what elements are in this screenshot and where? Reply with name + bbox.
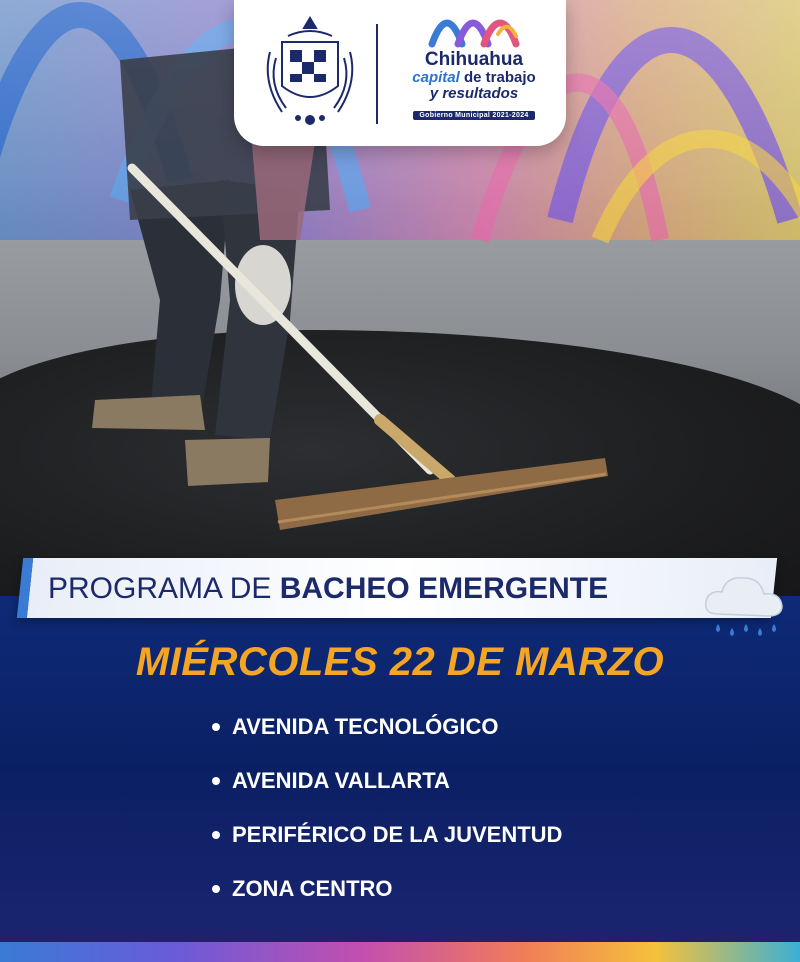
footer-rainbow-strip: [0, 942, 800, 962]
list-item: [208, 870, 728, 924]
bullet-icon: [212, 831, 220, 839]
brand-wave-icon: [428, 14, 520, 48]
list-item: [208, 762, 728, 816]
list-item: [208, 708, 728, 762]
brand-block: [394, 14, 554, 134]
municipal-seal-icon: [262, 12, 358, 130]
bullet-icon: [212, 885, 220, 893]
boot-right: [185, 438, 270, 486]
brand-tagline: [394, 70, 554, 86]
brand-tagline-accent: capital: [412, 69, 460, 86]
brand-name: Chihuahua: [424, 49, 524, 70]
street-name: AVENIDA TECNOLÓGICO: [232, 714, 499, 739]
street-name: ZONA CENTRO: [232, 876, 393, 901]
rake-ferrule: [380, 420, 450, 480]
street-name: PERIFÉRICO DE LA JUVENTUD: [232, 822, 563, 847]
street-list: [208, 708, 728, 924]
program-title-bold: BACHEO EMERGENTE: [279, 572, 609, 605]
program-title-light: PROGRAMA DE: [48, 572, 280, 605]
program-title: [48, 569, 708, 609]
logo-divider: [376, 24, 378, 124]
brand-tagline-rest: de trabajo: [459, 69, 536, 86]
logo-card: [234, 0, 566, 146]
program-date: MIÉRCOLES 22 DE MARZO: [135, 640, 665, 684]
bullet-icon: [212, 723, 220, 731]
boot-left: [92, 395, 205, 430]
footer-fade: [0, 926, 800, 942]
street-name: AVENIDA VALLARTA: [232, 768, 450, 793]
brand-subtitle: Gobierno Municipal 2021-2024: [413, 111, 534, 120]
rain-cloud-icon: [700, 570, 786, 642]
brand-tagline-line2: y resultados: [429, 85, 519, 102]
list-item: [208, 816, 728, 870]
bullet-icon: [212, 777, 220, 785]
